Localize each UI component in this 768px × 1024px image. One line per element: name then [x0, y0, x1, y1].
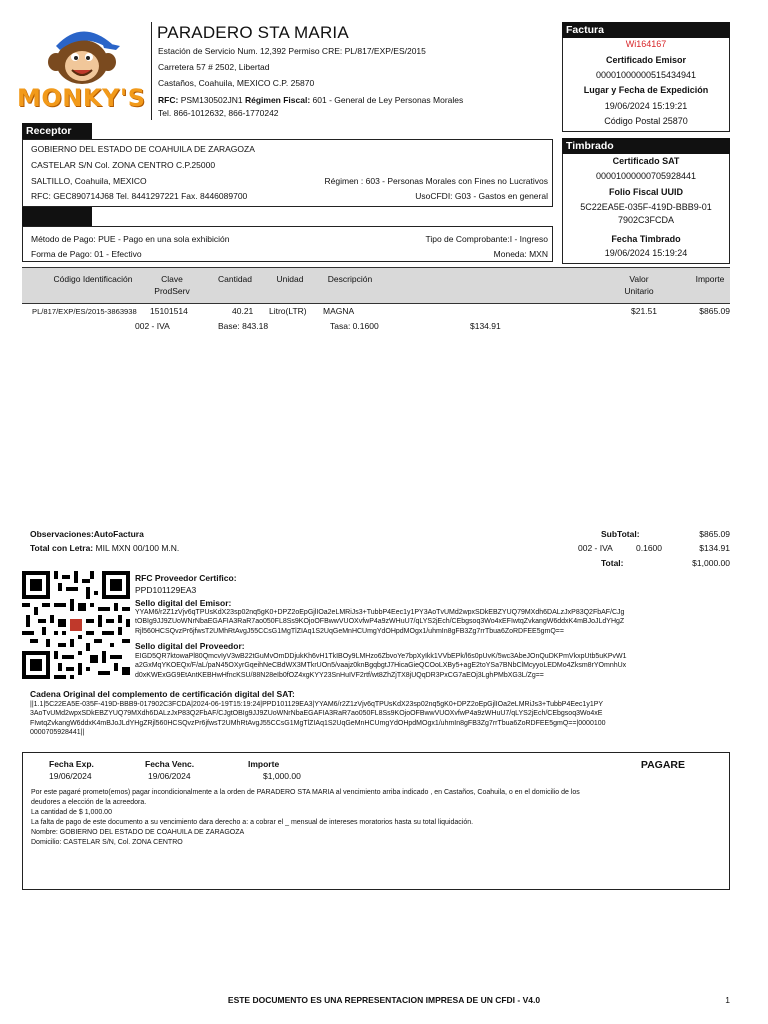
folio-fiscal-line-2: 7902C3FCDA: [617, 215, 675, 225]
emisor-line-1: Estación de Servicio Num. 12,392 Permiso CRE: PL/817/EXP/ES/2015: [158, 46, 426, 56]
codigo-postal: Código Postal 25870: [604, 116, 688, 126]
row-valor: $21.51: [631, 306, 657, 316]
rfc-label: RFC:: [158, 95, 179, 105]
receptor-rfc-line: RFC: GEC890714J68 Tel. 8441297221 Fax. 8446089700: [31, 191, 248, 201]
sello-emisor-label: Sello digital del Emisor:: [135, 598, 232, 608]
sello-prov-block: [135, 652, 735, 680]
page-number: 1: [725, 995, 730, 1005]
th-cantidad: Cantidad: [217, 274, 253, 284]
fecha-venc-label: Fecha Venc.: [145, 759, 195, 769]
emisor-tel: Tel. 866-1012632, 866-1770242: [158, 108, 279, 118]
row-descripcion: MAGNA: [323, 306, 355, 316]
emisor-line-2: Carretera 57 # 2502, Libertad: [158, 62, 270, 72]
footer-text: ESTE DOCUMENTO ES UNA REPRESENTACION IMPRESA DE UN CFDI - V4.0: [227, 995, 541, 1005]
concepts-table-header: [22, 267, 730, 304]
sello-prov-label: Sello digital del Proveedor:: [135, 641, 245, 651]
cadena-line: 3AoTvUMd2wpxSDkEBZYUQ79MXdh6DALzJxP83Q2FbAF/CJgtOBIg9JJ9ZUoWNrNbaEGAFIA3RaR7ao050FL8Ss9KOjoOFBwwVUOXvfwP4a9zWHuU7/qLYS2jEch/CEbgsoq3Wo4xE: [30, 710, 603, 718]
tipo-comprobante: Tipo de Comprobante:I - Ingreso: [425, 234, 548, 244]
factura-box: [562, 38, 730, 132]
regimen-value: 601 - General de Ley Personas Morales: [312, 95, 464, 105]
pagare-box: [22, 752, 730, 890]
iva-value: $134.91: [699, 543, 730, 553]
pagare-text-line: deudores a elección de la acreedora.: [31, 799, 147, 806]
th-unidad: Unidad: [276, 274, 304, 284]
pagare-text-line: La falta de pago de este documento a su vencimiento dara derecho a: a cobrar el _ mensual de intereses moratorios hasta su total liquidación.: [31, 819, 474, 826]
fecha-exp-value: 19/06/2024: [49, 771, 92, 781]
forma-pago: Forma de Pago: 01 - Efectivo: [31, 249, 142, 259]
sello-emisor-line: YYAM6/r2Z1zVjv6qTPUsKdX23sp02nq5gK0+DPZ2oEpGjlIOa2eLMRiJs3+TubbP4Eec1y1PY3AoTvUMd2wpxSDkEBZYUQ79MXdh6DALzJxP83Q2FbAF/CJg: [135, 609, 625, 616]
subtotal-value: $865.09: [699, 529, 730, 539]
header-divider: [151, 22, 152, 120]
iva-rate: 0.1600: [636, 543, 662, 553]
fecha-exp-label: Fecha Exp.: [49, 759, 94, 769]
total-letra-value: MIL MXN 00/100 M.N.: [95, 543, 180, 553]
th-codigo: Código Identificación: [53, 274, 133, 284]
cadena-line: ||1.1|5C22EA5E-035F-419D-BBB9-017902C3FCDA|2024-06-19T15:19:24|PPD101129EA3|YYAM6/r2Z1zVjv6qTPUsKdX23sp02nq5gK0+DPZ2oEpGjlIOa2eLMRiJs3+TubbP4Eec1y1PY: [30, 701, 604, 708]
pago-header-bar: [22, 207, 92, 226]
factura-folio: Wi164167: [625, 39, 667, 49]
cert-sat-value: 00001000000705928441: [595, 171, 697, 181]
subtotal-label: SubTotal:: [601, 529, 640, 539]
th-importe: Importe: [695, 274, 725, 284]
cadena-label: Cadena Original del complemento de certificación digital del SAT:: [30, 689, 295, 699]
receptor-uso-cfdi: UsoCFDI: G03 - Gastos en general: [415, 191, 548, 201]
cert-sat-label: Certificado SAT: [612, 156, 680, 166]
lugar-fecha-label: Lugar y Fecha de Expedición: [583, 85, 709, 95]
sello-emisor-block: [135, 608, 735, 636]
folio-fiscal-label: Folio Fiscal UUID: [608, 187, 683, 197]
brand-logo-text: MONKY'S: [17, 84, 146, 112]
cert-emisor-value: 00001000000515434941: [595, 70, 697, 80]
row-tax-base: Base: 843.18: [218, 321, 269, 331]
th-unitario: Unitario: [624, 286, 654, 296]
fecha-timbrado-label: Fecha Timbrado: [611, 234, 681, 244]
pagare-text-line: Domicilio: CASTELAR S/N, Col. ZONA CENTRO: [31, 839, 183, 846]
pagare-text-line: Nombre: GOBIERNO DEL ESTADO DE COAHUILA DE ZARAGOZA: [31, 829, 245, 836]
observaciones-text: Observaciones:AutoFactura: [30, 529, 144, 539]
receptor-regimen: Régimen : 603 - Personas Morales con Fines no Lucrativos: [324, 176, 548, 186]
company-name: PARADERO STA MARIA: [157, 23, 349, 42]
receptor-name: GOBIERNO DEL ESTADO DE COAHUILA DE ZARAGOZA: [31, 144, 255, 154]
importe-label: Importe: [248, 759, 280, 769]
timbrado-box: [562, 154, 730, 264]
cert-emisor-label: Certificado Emisor: [605, 55, 687, 65]
regimen-label: Régimen Fiscal:: [244, 95, 311, 105]
iva-label: 002 - IVA: [578, 543, 613, 553]
observaciones: [30, 529, 144, 539]
row-codigo: PL/817/EXP/ES/2015-3863938: [32, 307, 137, 316]
row-tax-name: 002 - IVA: [135, 321, 170, 331]
fecha-timbrado-value: 19/06/2024 15:19:24: [604, 248, 688, 258]
total-value: $1,000.00: [692, 558, 730, 568]
metodo-pago: Método de Pago: PUE - Pago en una sola exhibición: [31, 234, 230, 244]
qr-code-icon: [22, 571, 130, 679]
moneda: Moneda: MXN: [493, 249, 548, 259]
receptor-addr-1: CASTELAR S/N Col. ZONA CENTRO C.P.25000: [31, 160, 216, 170]
factura-title: Factura: [562, 22, 730, 38]
cadena-line: 0000705928441||: [30, 729, 85, 737]
monkey-logo-icon: [42, 24, 122, 86]
receptor-title: Receptor: [22, 123, 92, 139]
sello-prov-line: EIGD5QR7ktowaPl80QmcvIyV3wB22tGuMvOmDDjukKh6vH1TkIBOy9LMHzo6ZbvoYe7bpXyIkk1VVbEPk/l6s0pUvK/5wc3AbeJOnQuDKPmVkxpUtb5uKPvW1: [135, 653, 627, 660]
sello-emisor-line: Rjl560HCSQvzPr6jfwsT2UMhRtAvgJ55CCsG1MgTlZIAq1S2UqGeMnHCUmgYdOHpdMOgx1/uhmIn8gFB3Zg7rrTbua6ZoRDFEE5gmQ==: [135, 627, 564, 635]
timbrado-title: Timbrado: [562, 138, 730, 154]
row-unidad: Litro(LTR): [269, 306, 307, 316]
pagare-text: [31, 788, 711, 848]
row-importe: $865.09: [699, 306, 730, 316]
row-cantidad: 40.21: [232, 306, 254, 316]
sello-prov-line: a2GxMqYKOEQx/F/aL/paN45OXyrGqeihNeCBdWX3MTkrUOn5/vaajz0knBgqbgtJ7HicaGieQCOoLXBy5+agE2toYSa7BNbClMcyyoLEDMo4Zksm8rYOmnhUx: [135, 662, 627, 670]
th-descripcion: Descripción: [327, 274, 373, 284]
folio-fiscal-line-1: 5C22EA5E-035F-419D-BBB9-01: [580, 202, 712, 212]
lugar-fecha-value: 19/06/2024 15:19:21: [604, 101, 688, 111]
pagare-text-line: La cantidad de $ 1,000.00: [31, 809, 112, 816]
row-clave: 15101514: [150, 306, 188, 316]
th-valor: Valor: [629, 274, 649, 284]
rfc-prov-label: RFC Proveedor Certifico:: [135, 573, 237, 583]
pagare-text-line: Por este pagaré prometo(emos) pagar incondicionalmente a la orden de PARADERO STA MARIA al vencimiento arriba indicado , en Castaños, Coahuila, o en el domicilio de los: [31, 789, 580, 796]
emisor-rfc-line: [158, 95, 463, 105]
emisor-line-3: Castaños, Coahuila, MEXICO C.P. 25870: [158, 78, 315, 88]
fecha-venc-value: 19/06/2024: [148, 771, 191, 781]
total-letra-label: Total con Letra:: [30, 543, 94, 553]
sello-prov-line: d0xKWExGG9EtAntKEBHwHfncKSU/88N28eIb0fOZ4xgKYY23SnHuIVF2rtf/wt8ZhZjTX8jUQqDR3PxCG7aEOj3LghPMbXG3L/Zg==: [135, 671, 544, 679]
rfc-value: PSM130502JN1: [180, 95, 243, 105]
pago-box: [22, 226, 553, 262]
th-clave: Clave: [161, 274, 183, 284]
row-tax-tasa: Tasa: 0.1600: [330, 321, 379, 331]
cadena-line: FIwtqZvkangW6ddxK4mBJoJLdYHgZRjl560HCSQvzPr6jfwsT2UMhRtAvgJ55CCsG1MgTlZIAq1S2UqGeMnHCUmgYdOHpdMOgx1/uhmIn8gFB3Zg7rrTbua6ZoRDFEE5gmQ==|0000100: [30, 719, 606, 727]
total-letra: [30, 543, 179, 553]
receptor-addr-2: SALTILLO, Coahuila, MEXICO: [31, 176, 147, 186]
cadena-block: [30, 700, 740, 738]
receptor-box: [22, 139, 553, 207]
importe-value: $1,000.00: [263, 771, 301, 781]
rfc-prov-value: PPD101129EA3: [135, 585, 197, 595]
sello-emisor-line: tOBIg9JJ9ZUoWNrNbaEGAFIA3RaR7ao050FL8Ss9KOjoOFBwwVUOXvfwP4a9zWHuU7/qLYS2jEch/CEbgsoq3Wo4xEFIwtqZvkangW6ddxK4mBJoJLdYHgZ: [135, 618, 625, 626]
row-tax-amount: $134.91: [470, 321, 501, 331]
th-prodserv: ProdServ: [154, 286, 190, 296]
total-label: Total:: [601, 558, 624, 568]
pagare-title: PAGARE: [640, 759, 685, 771]
